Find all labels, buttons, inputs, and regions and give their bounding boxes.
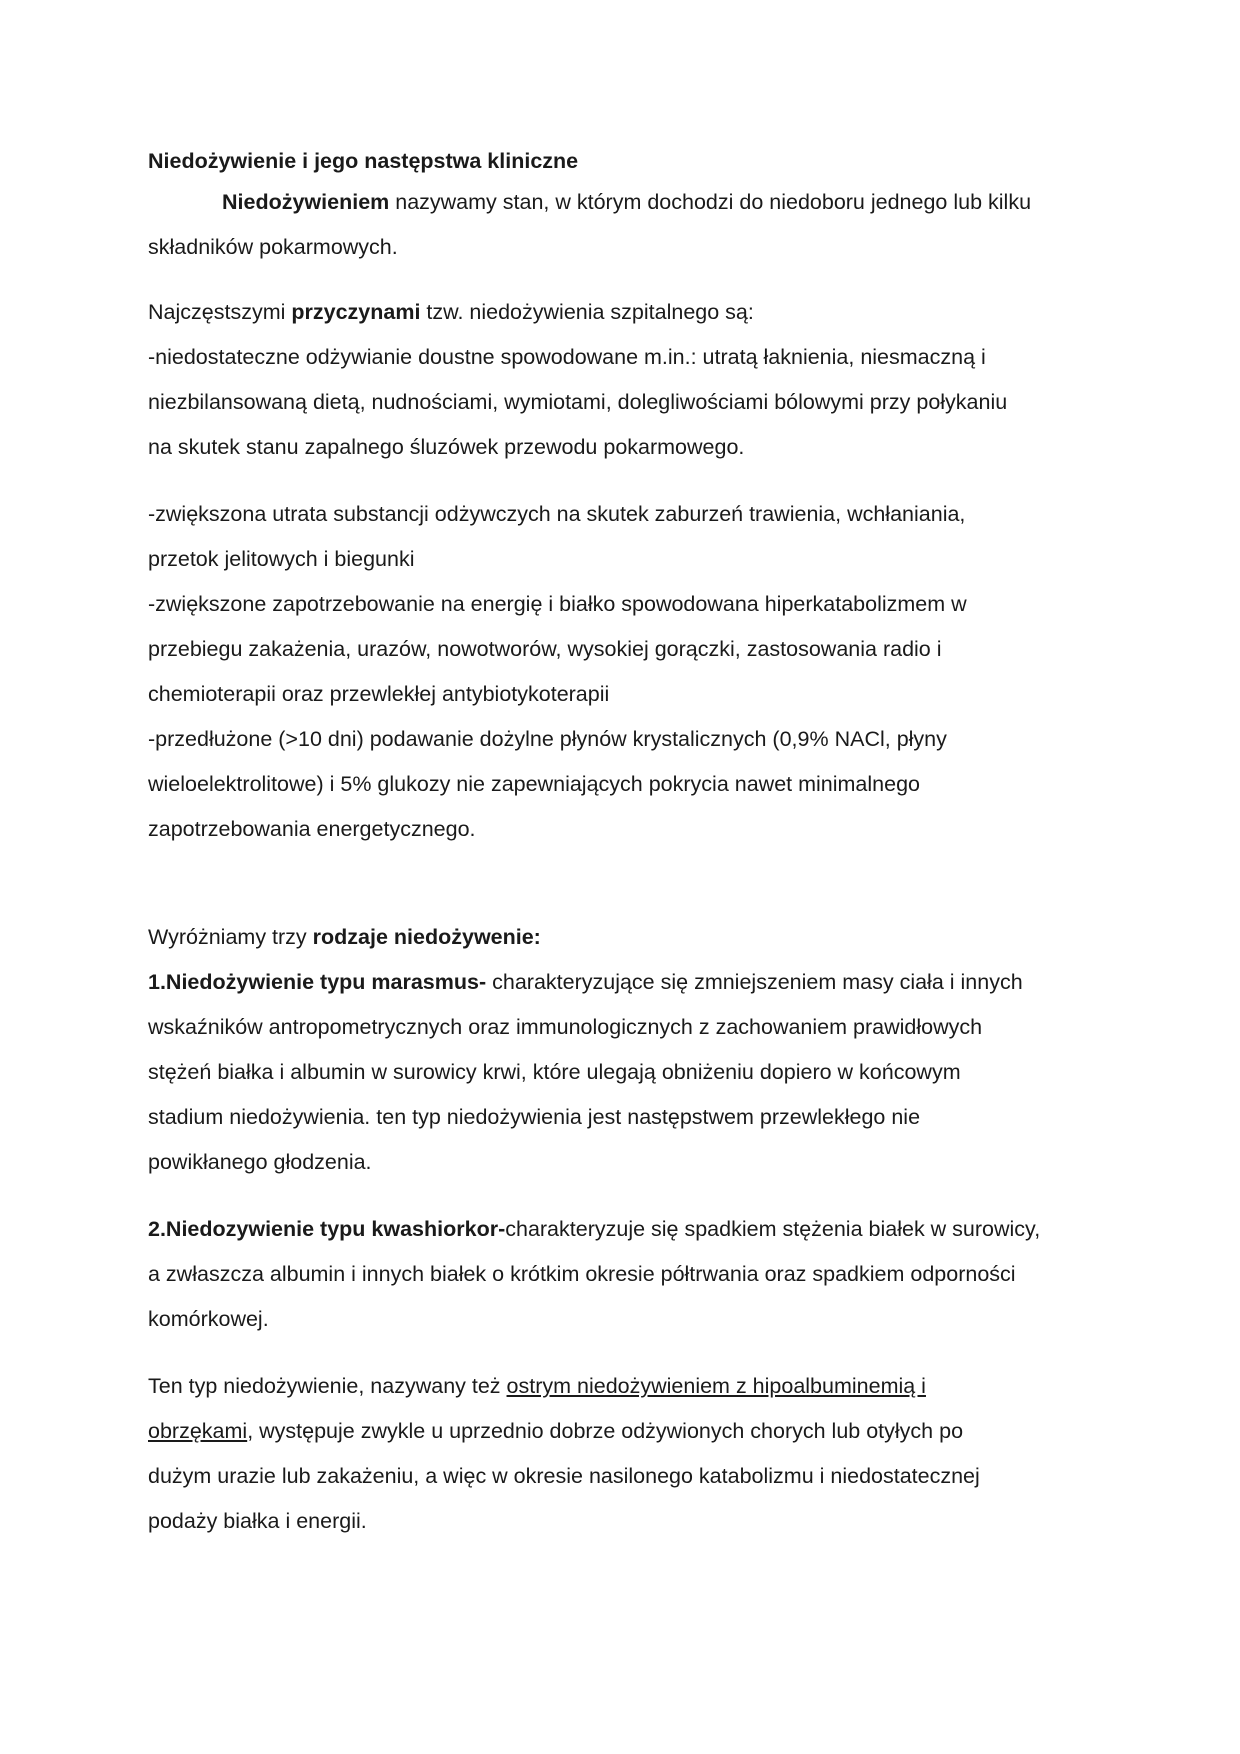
cause-line: chemioterapii oraz przewlekłej antybiotykoterapii xyxy=(148,682,610,706)
type-marasmus xyxy=(148,960,1093,1185)
marasmus-line: wskaźników antropometrycznych oraz immunologicznych z zachowaniem prawidłowych xyxy=(148,1015,983,1039)
cause-line: niezbilansowaną dietą, nudnościami, wymiotami, dolegliwościami bólowymi przy połykaniu xyxy=(148,390,1008,414)
definition-line-1 xyxy=(148,180,1093,225)
kwashiorkor-line: a zwłaszcza albumin i innych białek o krótkim okresie półtrwania oraz spadkiem odporności xyxy=(148,1262,1016,1286)
kwashiorkor-heading: 2.Niedozywienie typu kwashiorkor- xyxy=(148,1217,506,1241)
document-page xyxy=(148,146,1093,1544)
definition-text: nazywamy stan, w którym dochodzi do niedoboru jednego lub kilku xyxy=(389,190,1032,214)
spacer xyxy=(148,1185,1093,1207)
kwashiorkor-line-1 xyxy=(148,1207,1093,1252)
cause-line: na skutek stanu zapalnego śluzówek przewodu pokarmowego. xyxy=(148,435,745,459)
spacer xyxy=(148,852,1093,915)
kwashiorkor-note xyxy=(148,1364,1093,1544)
note-line: podaży białka i energii. xyxy=(148,1509,367,1533)
marasmus-line: stadium niedożywienia. ten typ niedożywienia jest następstwem przewlekłego nie xyxy=(148,1105,921,1129)
types-intro-bold: rodzaje niedożywenie: xyxy=(312,925,541,949)
definition-line-2: składników pokarmowych. xyxy=(148,235,398,259)
type-kwashiorkor xyxy=(148,1207,1093,1342)
types-intro-text: Wyróżniamy trzy xyxy=(148,925,313,949)
note-line-1 xyxy=(148,1364,1093,1409)
spacer xyxy=(148,470,1093,492)
note-line-2 xyxy=(148,1409,1093,1454)
cause-line: przebiegu zakażenia, urazów, nowotworów, wysokiej gorączki, zastosowania radio i xyxy=(148,637,942,661)
cause-line: wieloelektrolitowe) i 5% glukozy nie zapewniających pokrycia nawet minimalnego xyxy=(148,772,920,796)
marasmus-text: charakteryzujące się zmniejszeniem masy ciała i innych xyxy=(486,970,1023,994)
cause-line: -przedłużone (>10 dni) podawanie dożylne płynów krystalicznych (0,9% NACl, płyny xyxy=(148,727,947,751)
marasmus-heading: 1.Niedożywienie typu marasmus- xyxy=(148,970,487,994)
definition-term: Niedożywieniem xyxy=(222,190,390,214)
kwashiorkor-text: charakteryzuje się spadkiem stężenia białek w surowicy, xyxy=(505,1217,1041,1241)
marasmus-line: stężeń białka i albumin w surowicy krwi, które ulegają obniżeniu dopiero w końcowym xyxy=(148,1060,961,1084)
note-underlined-term: ostrym niedożywieniem z hipoalbuminemią i xyxy=(506,1374,926,1398)
document-title: Niedożywienie i jego następstwa kliniczne xyxy=(148,149,579,173)
note-underlined-term: obrzękami xyxy=(148,1419,248,1443)
types-intro xyxy=(148,915,1093,960)
causes-intro xyxy=(148,290,1093,335)
cause-line: -niedostateczne odżywianie doustne spowodowane m.in.: utratą łaknienia, niesmaczną i xyxy=(148,345,986,369)
kwashiorkor-line: komórkowej. xyxy=(148,1307,269,1331)
cause-item-1 xyxy=(148,335,1093,470)
note-text: Ten typ niedożywienie, nazywany też xyxy=(148,1374,507,1398)
spacer xyxy=(148,1342,1093,1364)
spacer xyxy=(148,270,1093,290)
cause-line: -zwiększone zapotrzebowanie na energię i białko spowodowana hiperkatabolizmem w xyxy=(148,592,967,616)
cause-item-3 xyxy=(148,582,1093,717)
cause-item-4 xyxy=(148,717,1093,852)
marasmus-line: powikłanego głodzenia. xyxy=(148,1150,372,1174)
causes-intro-tail: tzw. niedożywienia szpitalnego są: xyxy=(420,300,754,324)
cause-line: zapotrzebowania energetycznego. xyxy=(148,817,476,841)
note-line: dużym urazie lub zakażeniu, a więc w okresie nasilonego katabolizmu i niedostatecznej xyxy=(148,1464,980,1488)
cause-item-2 xyxy=(148,492,1093,582)
causes-intro-text: Najczęstszymi xyxy=(148,300,292,324)
cause-line: przetok jelitowych i biegunki xyxy=(148,547,415,571)
cause-line: -zwiększona utrata substancji odżywczych na skutek zaburzeń trawienia, wchłaniania, xyxy=(148,502,966,526)
note-text: , występuje zwykle u uprzednio dobrze odżywionych chorych lub otyłych po xyxy=(247,1419,964,1443)
causes-intro-bold: przyczynami xyxy=(291,300,421,324)
marasmus-line-1 xyxy=(148,960,1093,1005)
